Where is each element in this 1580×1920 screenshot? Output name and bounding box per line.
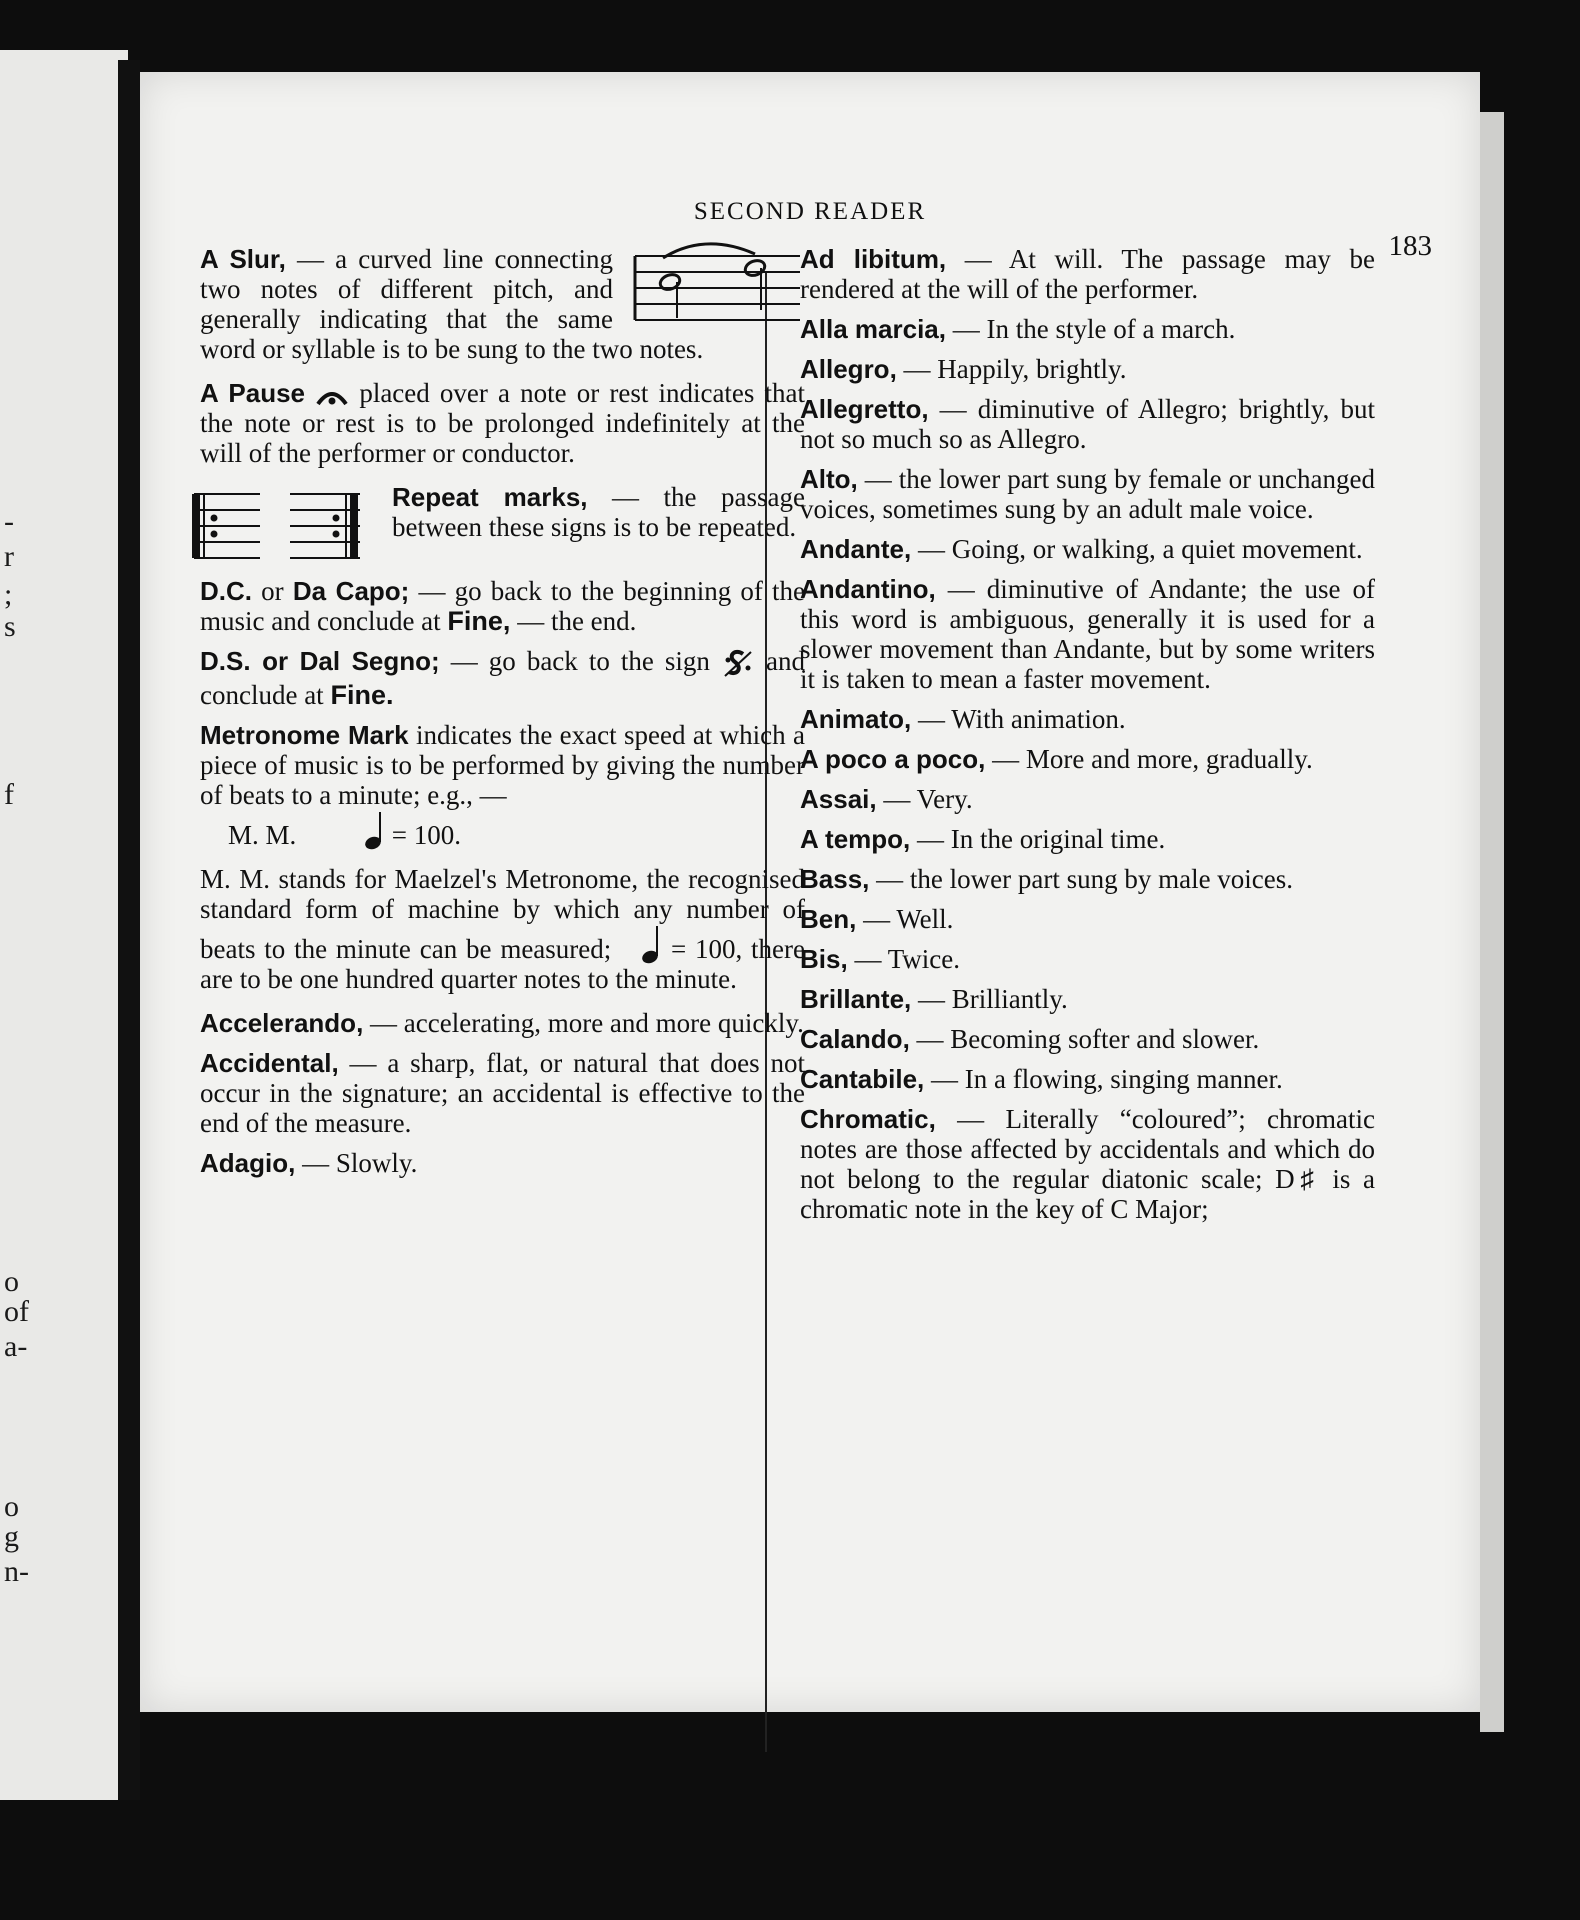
book-gutter bbox=[118, 60, 140, 1800]
definition: — Going, or walking, a quiet movement. bbox=[917, 534, 1363, 564]
margin-fragment: g bbox=[4, 1520, 19, 1553]
definition: — Slowly. bbox=[302, 1147, 418, 1178]
glossary-entry bbox=[800, 534, 1375, 564]
term: Andantino, bbox=[800, 574, 936, 604]
definition: placed over a note or rest indicates that the note or rest is to be prolonged indefinitely at the will of the performer or conductor. bbox=[200, 378, 806, 468]
term: Calando, bbox=[800, 1024, 910, 1054]
margin-fragment: ; bbox=[4, 578, 13, 611]
term: Bis, bbox=[800, 944, 848, 974]
term: Ad libitum, bbox=[800, 244, 947, 274]
margin-fragment: s bbox=[4, 610, 16, 643]
definition: — In a flowing, singing manner. bbox=[931, 1064, 1283, 1094]
term: Alto, bbox=[800, 464, 858, 494]
glossary-entry bbox=[200, 1008, 805, 1038]
term: Allegretto, bbox=[800, 394, 929, 424]
glossary-entry bbox=[800, 314, 1375, 344]
definition: — a sharp, flat, or natural that does not occur in the signature; an accidental is effective to the end of the measure. bbox=[200, 1047, 805, 1138]
definition: — accelerating, more and more quickly. bbox=[370, 1007, 804, 1038]
term: Allegro, bbox=[800, 354, 897, 384]
glossary-entry bbox=[800, 864, 1375, 894]
glossary-entry bbox=[800, 704, 1375, 734]
repeat-marks-icon bbox=[190, 486, 370, 570]
margin-fragment: o bbox=[4, 1490, 19, 1523]
glossary-entry bbox=[800, 784, 1375, 814]
term: Ben, bbox=[800, 904, 857, 934]
definition: — the passage between these signs is to be repeated. bbox=[392, 482, 806, 542]
right-column bbox=[800, 244, 1375, 1234]
term: D.C. bbox=[200, 576, 252, 606]
definition: — In the original time. bbox=[917, 824, 1166, 854]
glossary-entry bbox=[800, 244, 1375, 304]
glossary-entry bbox=[800, 824, 1375, 854]
term: Metronome Mark bbox=[200, 719, 409, 750]
margin-fragment: o bbox=[4, 1265, 19, 1298]
term: Cantabile, bbox=[800, 1064, 925, 1094]
glossary-entry bbox=[800, 354, 1375, 384]
term: Repeat marks, bbox=[392, 482, 588, 512]
fermata-icon bbox=[315, 386, 349, 406]
term: A Slur, bbox=[200, 244, 286, 274]
definition: — diminutive of Andante; the use of this word is ambiguous, generally it is used for a slower movement than Andante, but by some writers it is taken to mean a faster movement. bbox=[800, 574, 1376, 694]
definition: — In the style of a march. bbox=[952, 314, 1236, 344]
left-column bbox=[200, 244, 805, 1188]
fine-term: Fine, bbox=[447, 606, 511, 636]
definition: and conclude at bbox=[200, 646, 805, 710]
quarter-note-icon bbox=[640, 924, 662, 964]
definition: — go back to the sign bbox=[450, 646, 710, 676]
margin-fragment: a- bbox=[4, 1330, 28, 1363]
running-title: SECOND READER bbox=[693, 198, 927, 225]
definition: — Brilliantly. bbox=[918, 984, 1068, 1014]
term: Accidental, bbox=[200, 1047, 339, 1078]
facing-page-fragment bbox=[0, 50, 128, 1800]
term: Bass, bbox=[800, 864, 870, 894]
segno-icon bbox=[721, 648, 755, 680]
definition: — the end. bbox=[517, 606, 637, 636]
margin-fragment: - bbox=[4, 505, 14, 538]
definition: indicates the exact speed at which a piece of music is to be performed by giving the number of beats to a minute; e.g., — bbox=[200, 719, 805, 810]
glossary-entry bbox=[200, 1048, 805, 1138]
glossary-entry bbox=[800, 904, 1375, 934]
term: A Pause bbox=[200, 378, 306, 408]
glossary-entry bbox=[200, 1148, 805, 1178]
term: Da Capo; bbox=[292, 576, 410, 606]
metronome-example bbox=[200, 810, 805, 850]
glossary-entry bbox=[200, 646, 805, 710]
term: Brillante, bbox=[800, 984, 912, 1014]
term: Chromatic, bbox=[800, 1104, 936, 1134]
margin-fragment: r bbox=[4, 540, 14, 573]
term: M. M. bbox=[200, 863, 271, 894]
glossary-entry bbox=[200, 576, 805, 636]
margin-fragment: f bbox=[4, 778, 14, 811]
definition: — the lower part sung by male voices. bbox=[876, 864, 1294, 894]
page-number: 183 bbox=[1388, 230, 1432, 262]
definition: — Happily, brightly. bbox=[903, 354, 1127, 384]
definition: — Well. bbox=[863, 904, 954, 934]
mm-label: M. M. bbox=[228, 819, 297, 850]
definition: — Twice. bbox=[854, 944, 961, 974]
glossary-entry bbox=[800, 574, 1375, 694]
glossary-entry bbox=[200, 864, 805, 994]
glossary-entry bbox=[200, 378, 805, 468]
connector: or bbox=[261, 576, 284, 606]
quarter-note-icon bbox=[363, 810, 385, 850]
glossary-entry bbox=[800, 464, 1375, 524]
glossary-entry bbox=[800, 1024, 1375, 1054]
glossary-entry bbox=[200, 244, 805, 364]
term: Accelerando, bbox=[200, 1007, 364, 1038]
definition: — the lower part sung by female or unchanged voices, sometimes sung by an adult male voice. bbox=[800, 464, 1376, 524]
glossary-entry bbox=[800, 944, 1375, 974]
margin-fragment: n- bbox=[4, 1555, 29, 1588]
margin-fragment: of bbox=[4, 1295, 29, 1328]
glossary-entry bbox=[800, 394, 1375, 454]
definition: — a curved line connecting two notes of different pitch, and generally indicating that the same word or syllable is to be sung to the two notes. bbox=[200, 244, 704, 364]
term: D.S. or Dal Segno; bbox=[200, 646, 440, 676]
term: A poco a poco, bbox=[800, 744, 986, 774]
term: Animato, bbox=[800, 704, 912, 734]
definition: — Very. bbox=[883, 784, 973, 814]
glossary-entry bbox=[800, 1064, 1375, 1094]
definition: — go back to the beginning of the music and conclude at bbox=[200, 576, 806, 636]
definition: — With animation. bbox=[917, 704, 1126, 734]
term: Alla marcia, bbox=[800, 314, 946, 344]
definition: — diminutive of Allegro; brightly, but not so much so as Allegro. bbox=[800, 394, 1375, 454]
definition: stands for Maelzel's Metronome, the recognised standard form of machine by which any number of beats to the minute can be measured; bbox=[200, 863, 806, 964]
glossary-entry bbox=[200, 482, 805, 542]
term: Assai, bbox=[800, 784, 877, 814]
definition: — More and more, gradually. bbox=[992, 744, 1313, 774]
term: A tempo, bbox=[800, 824, 911, 854]
book-page bbox=[140, 72, 1480, 1712]
term: Adagio, bbox=[200, 1147, 296, 1178]
glossary-entry bbox=[200, 720, 805, 850]
metronome-value: = 100. bbox=[391, 819, 461, 850]
definition: — At will. The passage may be rendered at the will of the performer. bbox=[800, 244, 1376, 304]
glossary-entry bbox=[800, 984, 1375, 1014]
glossary-entry bbox=[800, 744, 1375, 774]
term: Andante, bbox=[800, 534, 912, 564]
definition: — Becoming softer and slower. bbox=[916, 1024, 1260, 1054]
definition: — Literally “coloured”; chromatic notes are those affected by accidentals and which do not belong to the regular diatonic scale; D♯ is a chromatic note in the key of C Major; bbox=[800, 1104, 1375, 1224]
fine-term: Fine. bbox=[330, 679, 394, 710]
glossary-entry bbox=[800, 1104, 1375, 1224]
definition: = 100, there are to be one hundred quarter notes to the minute. bbox=[200, 933, 806, 994]
page-edge bbox=[1480, 112, 1504, 1732]
slur-notation-icon bbox=[625, 238, 805, 330]
